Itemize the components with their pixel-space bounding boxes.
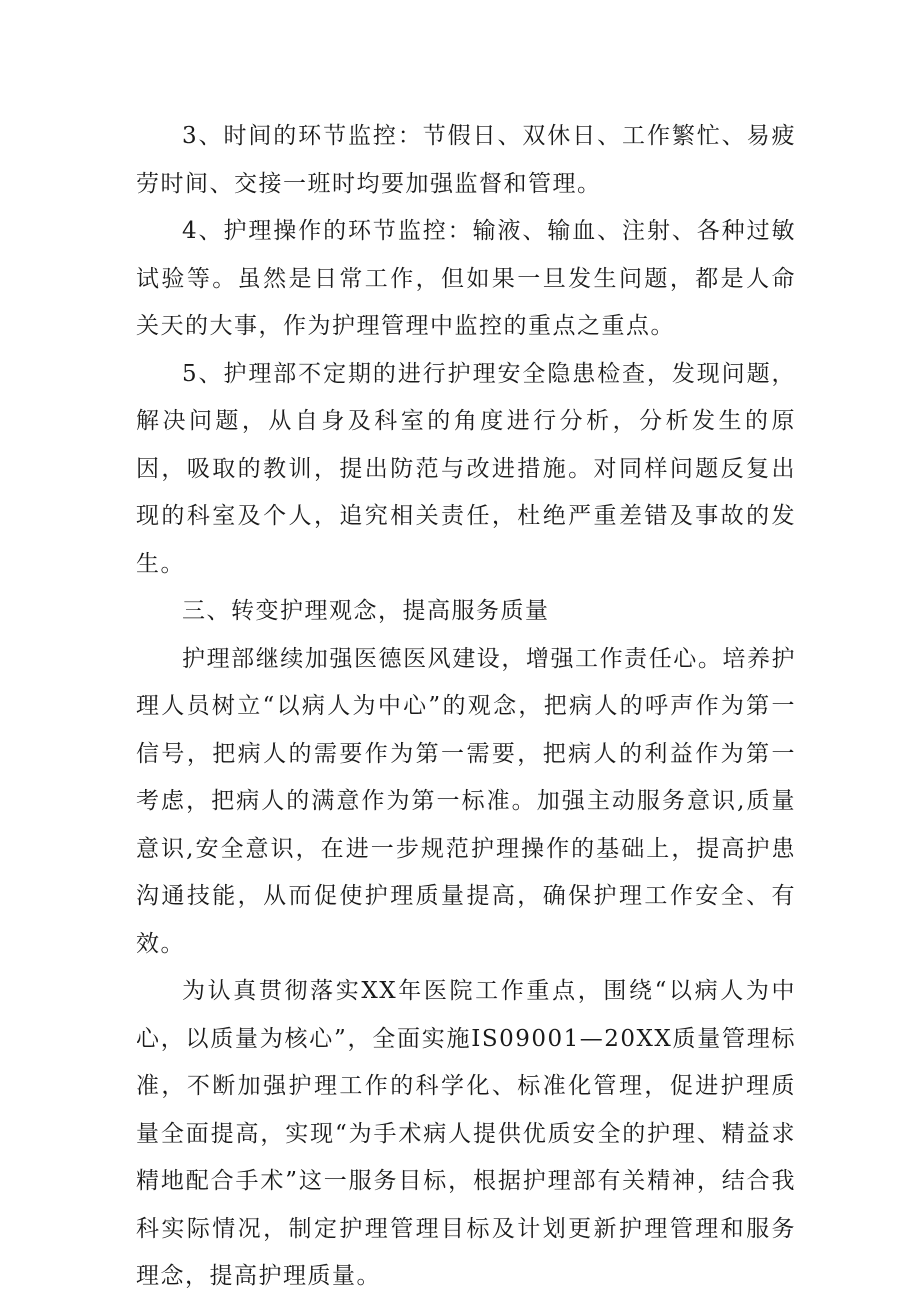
section-heading: 三、转变护理观念，提高服务质量 xyxy=(182,598,550,624)
paragraph-safety-inspection: 5、护理部不定期的进行护理安全隐患检查，发现问题，解决问题，从自身及科室的角度进行分析，分析发生的原因，吸取的教训，提出防范与改进措施。对同样问题反复出现的科室及个人，追究相关责任，杜绝严重差错及事故的发生。 xyxy=(136,360,796,577)
document-body xyxy=(136,113,796,1301)
paragraph-time-monitoring: 3、时间的环节监控：节假日、双休日、工作繁忙、易疲劳时间、交接一班时均要加强监督和管理。 xyxy=(136,123,796,197)
paragraph-operation-monitoring: 4、护理操作的环节监控：输液、输血、注射、各种过敏试验等。虽然是日常工作，但如果一旦发生问题，都是人命关天的大事，作为护理管理中监控的重点之重点。 xyxy=(136,218,796,339)
paragraph-service-quality: 护理部继续加强医德医风建设，增强工作责任心。培养护理人员树立“以病人为中心”的观念，把病人的呼声作为第一信号，把病人的需要作为第一需要，把病人的利益作为第一考虑，把病人的满意作为第一标准。加强主动服务意识,质量意识,安全意识，在进一步规范护理操作的基础上，提高护患沟通技能，从而促使护理质量提高，确保护理工作安全、有效。 xyxy=(136,645,796,957)
paragraph-quality-management: 为认真贯彻落实XX年医院工作重点，围绕“以病人为中心，以质量为核心”，全面实施IS09001—20XX质量管理标准，不断加强护理工作的科学化、标准化管理，促进护理质量全面提高，实现“为手术病人提供优质安全的护理、精益求精地配合手术”这一服务目标，根据护理部有关精神，结合我科实际情况，制定护理管理目标及计划更新护理管理和服务理念，提高护理质量。 xyxy=(136,978,796,1289)
